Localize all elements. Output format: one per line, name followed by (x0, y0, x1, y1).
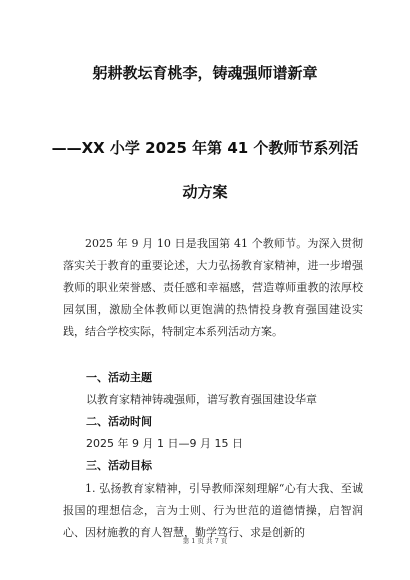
section-content-theme: 以教育家精神铸魂强师，谱写教育强国建设华章 (86, 393, 317, 406)
page-footer: 第 1 页 共 7 页 (182, 537, 228, 545)
section-content-goals: 1. 弘扬教育家精神，引导教师深刻理解“心有大我、至诚报国的理想信念，言为士则、行为世范的道德情操，启智润心、因材施教的育人智慧，勤学笃行、求是创新的 (63, 482, 363, 539)
section-heading-time: 二、活动时间 (86, 415, 152, 428)
document-title-line-2: ——XX 小学 2025 年第 41 个教师节系列活 (51, 139, 359, 157)
document-title-line-1: 躬耕教坛育桃李，铸魂强师谱新章 (92, 64, 318, 82)
section-content-time: 2025 年 9 月 1 日—9 月 15 日 (86, 437, 243, 450)
section-heading-theme: 一、活动主题 (86, 371, 152, 384)
section-heading-goals: 三、活动目标 (86, 459, 152, 472)
intro-paragraph: 2025 年 9 月 10 日是我国第 41 个教师节。为深入贯彻落实关于教育的重要论述，大力弘扬教育家精神，进一步增强教师的职业荣誉感、责任感和幸福感，营造尊师重教的浓厚校园氛围，激励全体教师以更饱满的热情投身教育强国建设实践，结合学校实际，特制定本系列活动方案。 (63, 237, 363, 338)
document-title-line-3: 动方案 (182, 183, 228, 201)
